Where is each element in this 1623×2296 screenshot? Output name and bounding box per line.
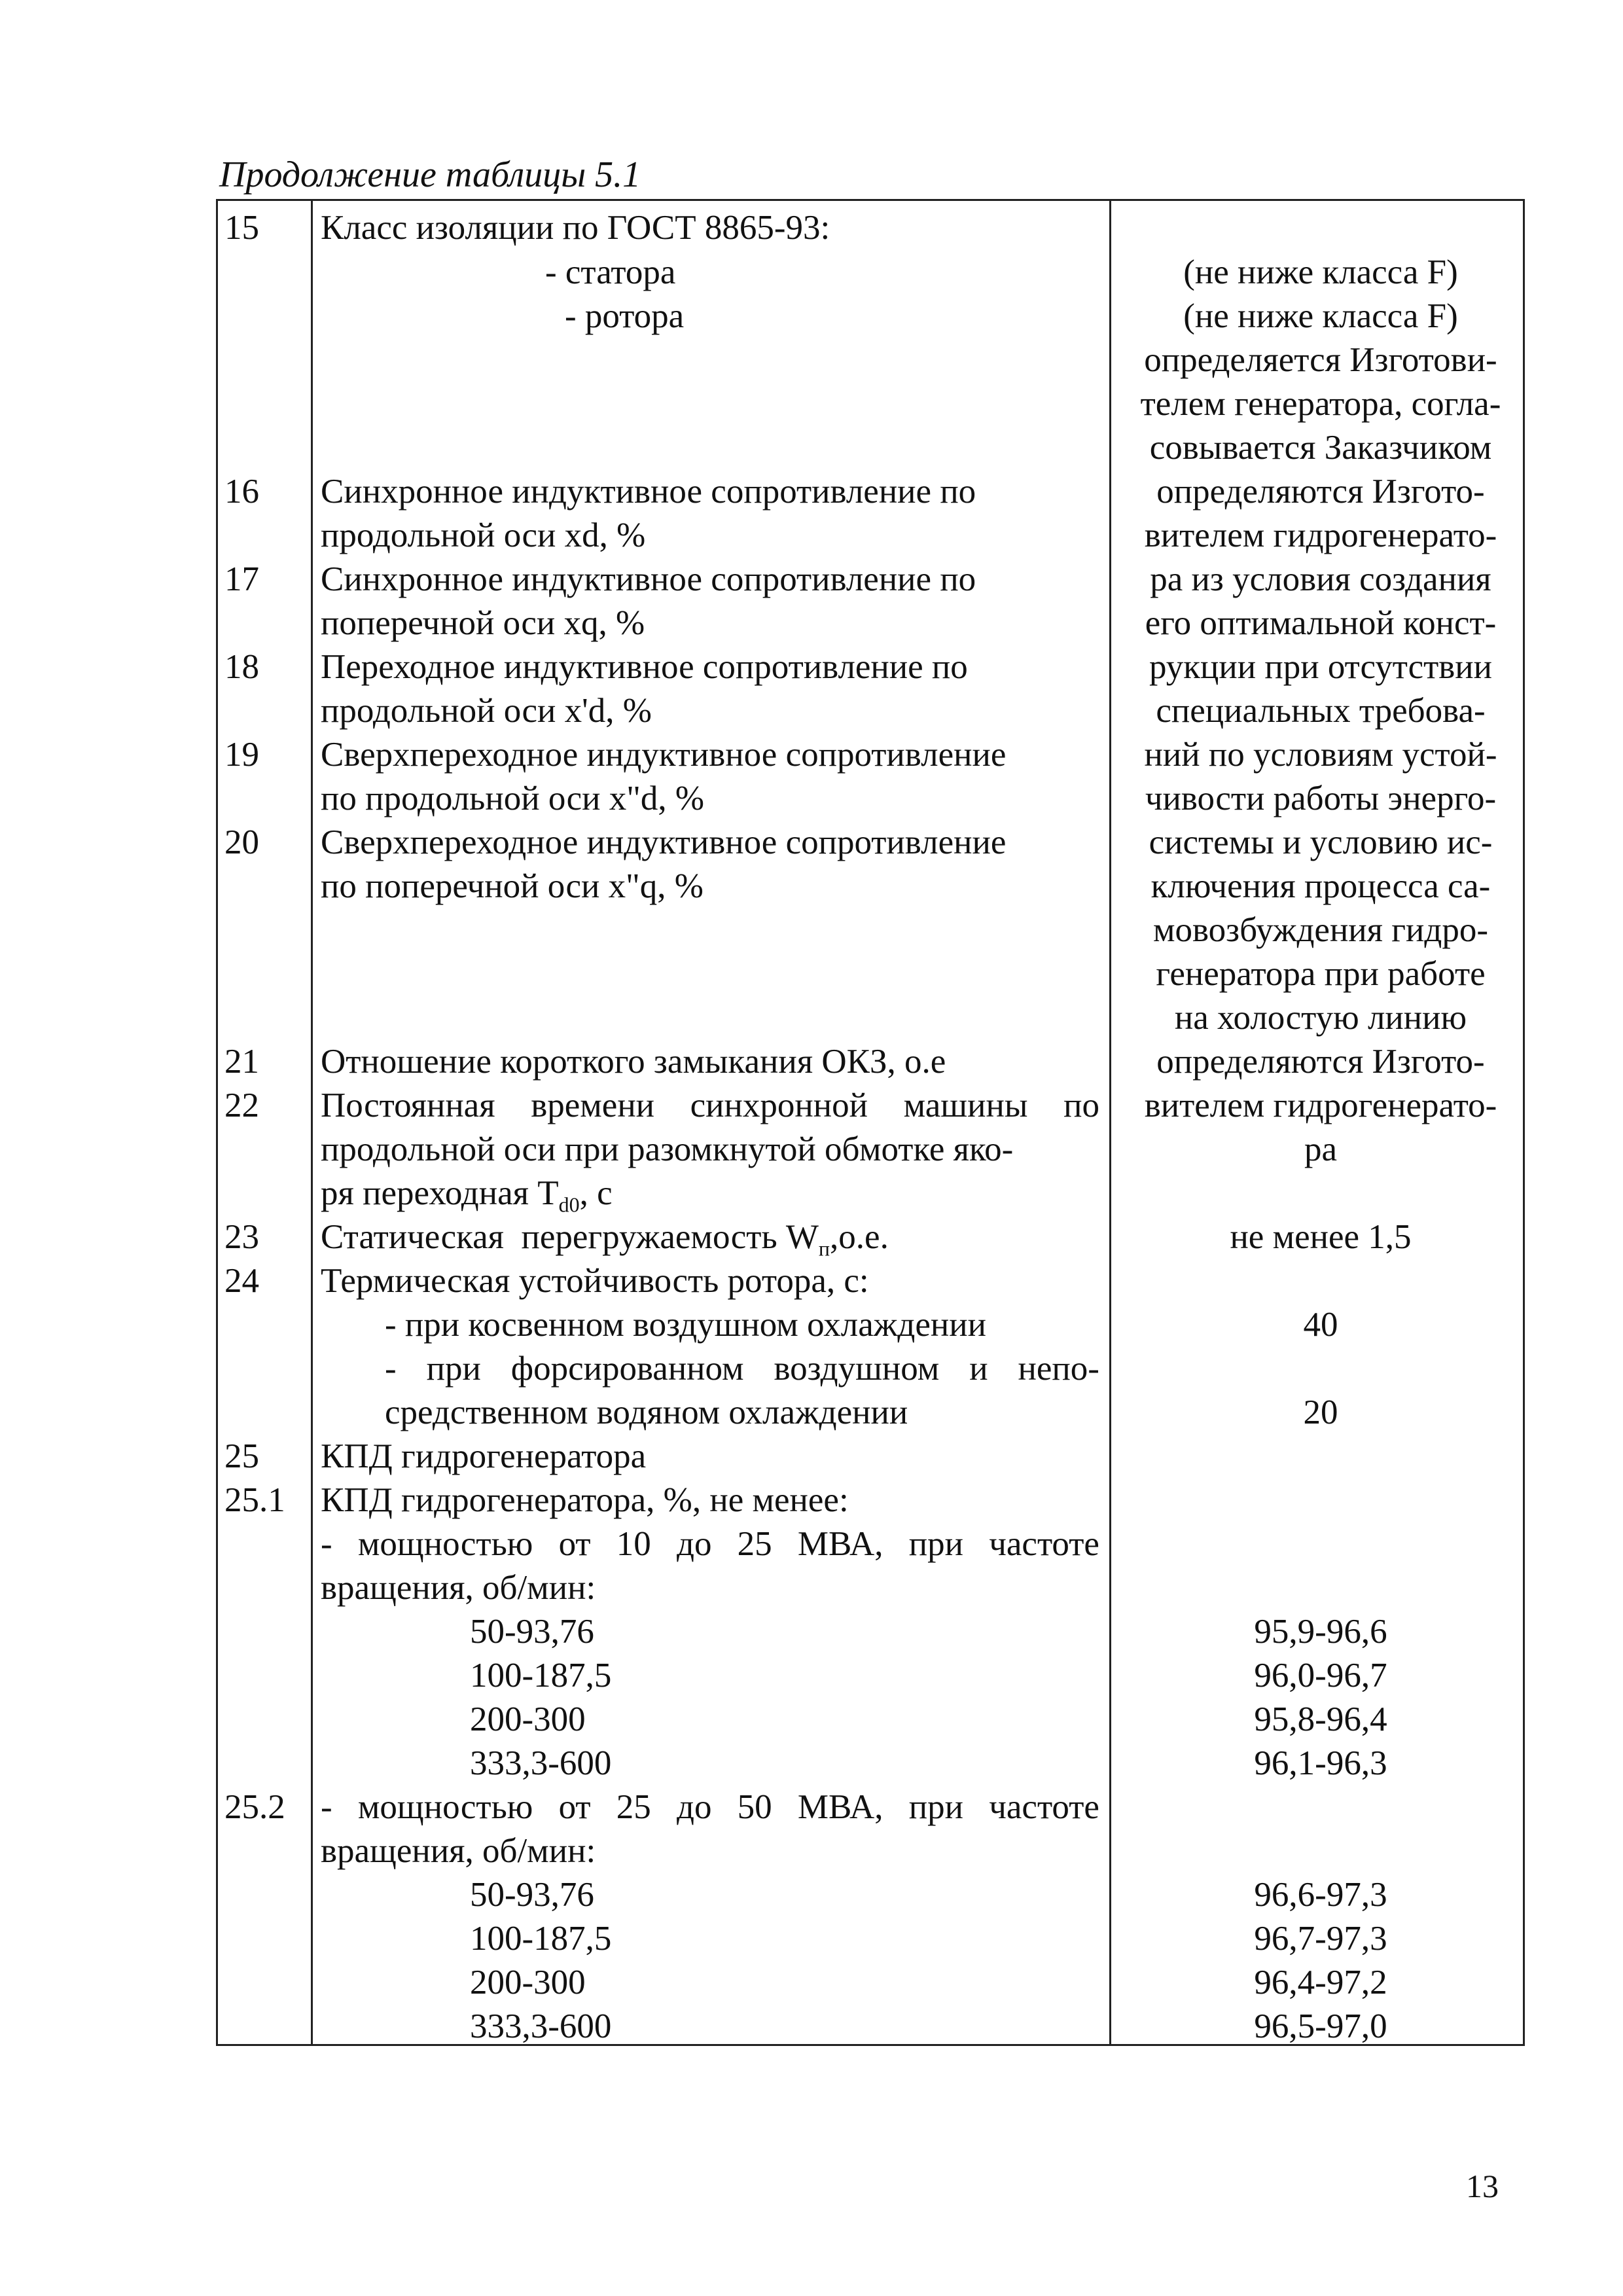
- row-description: продольной оси при разомкнутой обмотке яко-: [321, 1130, 1014, 1168]
- row-description: вращения, об/мин:: [321, 1832, 596, 1870]
- row-number: 16: [224, 473, 259, 511]
- word: МВА,: [797, 1525, 883, 1563]
- row-description: - статора: [545, 253, 676, 291]
- word: при: [908, 1788, 964, 1826]
- row-description: Отношение короткого замыкания ОКЗ, о.е: [321, 1043, 946, 1081]
- row-value: специальных требова-: [1156, 692, 1486, 730]
- word: до: [676, 1788, 712, 1826]
- row-description: Сверхпереходное индуктивное сопротивление: [321, 736, 1007, 774]
- word: воздушном: [774, 1350, 940, 1388]
- word: 50: [737, 1788, 772, 1826]
- row-description: Синхронное индуктивное сопротивление по: [321, 560, 976, 598]
- speed-range: 50-93,76: [470, 1613, 594, 1651]
- row-value: 96,0-96,7: [1254, 1657, 1387, 1695]
- row-value: ра: [1304, 1130, 1338, 1168]
- row-number: 19: [224, 736, 259, 774]
- row-number: 17: [224, 560, 259, 598]
- row-description: Сверхпереходное индуктивное сопротивление: [321, 823, 1007, 861]
- specification-table: [216, 199, 1525, 2046]
- speed-range: 200-300: [470, 1964, 586, 2001]
- row-description: Термическая устойчивость ротора, с:: [321, 1262, 869, 1300]
- row-value: вителем гидрогенерато-: [1144, 1086, 1497, 1124]
- row-description: - при косвенном воздушном охлаждении: [385, 1306, 986, 1344]
- row-value: 95,8-96,4: [1254, 1700, 1387, 1738]
- row-value: определяются Изгото-: [1156, 473, 1485, 511]
- row-value: мовозбуждения гидро-: [1152, 911, 1489, 949]
- row-value: ра из условия создания: [1150, 560, 1491, 598]
- row-description: КПД гидрогенератора, %, не менее:: [321, 1481, 849, 1519]
- row-value: 96,7-97,3: [1254, 1920, 1387, 1958]
- row-number: 20: [224, 823, 259, 861]
- word: по: [1063, 1086, 1099, 1124]
- row-number: 22: [224, 1086, 259, 1124]
- word: от: [558, 1788, 591, 1826]
- row-value: 40: [1303, 1306, 1338, 1344]
- row-value: ний по условиям устой-: [1144, 736, 1497, 774]
- row-value: 20: [1303, 1393, 1338, 1431]
- speed-range: 333,3-600: [470, 1744, 612, 1782]
- row-number: 21: [224, 1043, 259, 1081]
- row-description-justified: [321, 1522, 1099, 1566]
- word: до: [676, 1525, 712, 1563]
- word: частоте: [989, 1788, 1099, 1826]
- row-description: КПД гидрогенератора: [321, 1437, 647, 1475]
- subscript: п: [818, 1236, 830, 1261]
- word: при: [908, 1525, 964, 1563]
- row-value: генератора при работе: [1156, 955, 1486, 993]
- speed-range: 333,3-600: [470, 2007, 612, 2045]
- speed-range: 200-300: [470, 1700, 586, 1738]
- subscript: d0: [558, 1193, 580, 1217]
- row-value: 96,4-97,2: [1254, 1964, 1387, 2001]
- column-divider-1: [311, 201, 313, 2044]
- row-value: на холостую линию: [1174, 999, 1467, 1037]
- word: Постоянная: [321, 1086, 495, 1124]
- speed-range: 50-93,76: [470, 1876, 594, 1914]
- row-description: Синхронное индуктивное сопротивление по: [321, 473, 976, 511]
- row-value: 96,5-97,0: [1254, 2007, 1387, 2045]
- row-value: 96,1-96,3: [1254, 1744, 1387, 1782]
- row-description-justified: [321, 1785, 1099, 1829]
- word: при: [426, 1350, 481, 1388]
- row-value: (не ниже класса F): [1183, 253, 1458, 291]
- word: частоте: [989, 1525, 1099, 1563]
- text: , с: [579, 1174, 613, 1212]
- row-description: по поперечной оси x"q, %: [321, 867, 704, 905]
- row-value: 95,9-96,6: [1254, 1613, 1387, 1651]
- word: мощностью: [357, 1788, 533, 1826]
- row-description: продольной оси x'd, %: [321, 692, 652, 730]
- row-number: 24: [224, 1262, 259, 1300]
- row-value: его оптимальной конст-: [1145, 604, 1497, 642]
- word: 25: [616, 1788, 651, 1826]
- word: -: [385, 1350, 397, 1388]
- column-divider-2: [1109, 201, 1111, 2044]
- table-caption: Продолжение таблицы 5.1: [219, 154, 641, 195]
- row-description: вращения, об/мин:: [321, 1569, 596, 1607]
- text: Статическая перегружаемость W: [321, 1218, 819, 1256]
- row-number: 25: [224, 1437, 259, 1475]
- word: 25: [737, 1525, 772, 1563]
- row-number: 23: [224, 1218, 259, 1256]
- word: и: [969, 1350, 988, 1388]
- word: мощностью: [357, 1525, 533, 1563]
- row-value: рукции при отсутствии: [1149, 648, 1493, 686]
- row-description: продольной оси xd, %: [321, 516, 646, 554]
- text: ря переходная T: [321, 1174, 559, 1212]
- row-value: не менее 1,5: [1230, 1218, 1412, 1256]
- word: времени: [531, 1086, 655, 1124]
- row-value: системы и условию ис-: [1149, 823, 1493, 861]
- word: непо-: [1018, 1350, 1099, 1388]
- row-value: вителем гидрогенерато-: [1144, 516, 1497, 554]
- row-description-justified: [321, 1084, 1099, 1128]
- row-value: определяется Изготови-: [1144, 341, 1497, 379]
- word: форсированном: [510, 1350, 744, 1388]
- row-value: определяются Изгото-: [1156, 1043, 1485, 1081]
- row-description: [321, 1172, 613, 1215]
- row-value: чивости работы энерго-: [1145, 780, 1497, 817]
- word: МВА,: [797, 1788, 883, 1826]
- row-description: [321, 1215, 889, 1259]
- row-description: по продольной оси x"d, %: [321, 780, 705, 817]
- row-number: 15: [224, 209, 259, 247]
- row-number: 25.1: [224, 1481, 285, 1519]
- row-number: 25.2: [224, 1788, 285, 1826]
- row-description: средственном водяном охлаждении: [385, 1393, 908, 1431]
- word: синхронной: [690, 1086, 868, 1124]
- row-description: Класс изоляции по ГОСТ 8865-93:: [321, 209, 830, 247]
- speed-range: 100-187,5: [470, 1657, 612, 1695]
- row-description: - ротора: [565, 297, 685, 335]
- row-value: совывается Заказчиком: [1149, 429, 1492, 467]
- word: -: [321, 1788, 332, 1826]
- row-value: телем генератора, согла-: [1140, 385, 1501, 423]
- row-description-justified: [385, 1347, 1099, 1391]
- row-description: поперечной оси xq, %: [321, 604, 645, 642]
- row-value: ключения процесса са-: [1150, 867, 1491, 905]
- word: машины: [903, 1086, 1028, 1124]
- page-number: 13: [1466, 2168, 1499, 2204]
- word: 10: [616, 1525, 651, 1563]
- row-description: Переходное индуктивное сопротивление по: [321, 648, 968, 686]
- row-value: (не ниже класса F): [1183, 297, 1458, 335]
- word: -: [321, 1525, 332, 1563]
- row-value: 96,6-97,3: [1254, 1876, 1387, 1914]
- word: от: [558, 1525, 591, 1563]
- row-number: 18: [224, 648, 259, 686]
- speed-range: 100-187,5: [470, 1920, 612, 1958]
- text: ,о.е.: [830, 1218, 889, 1256]
